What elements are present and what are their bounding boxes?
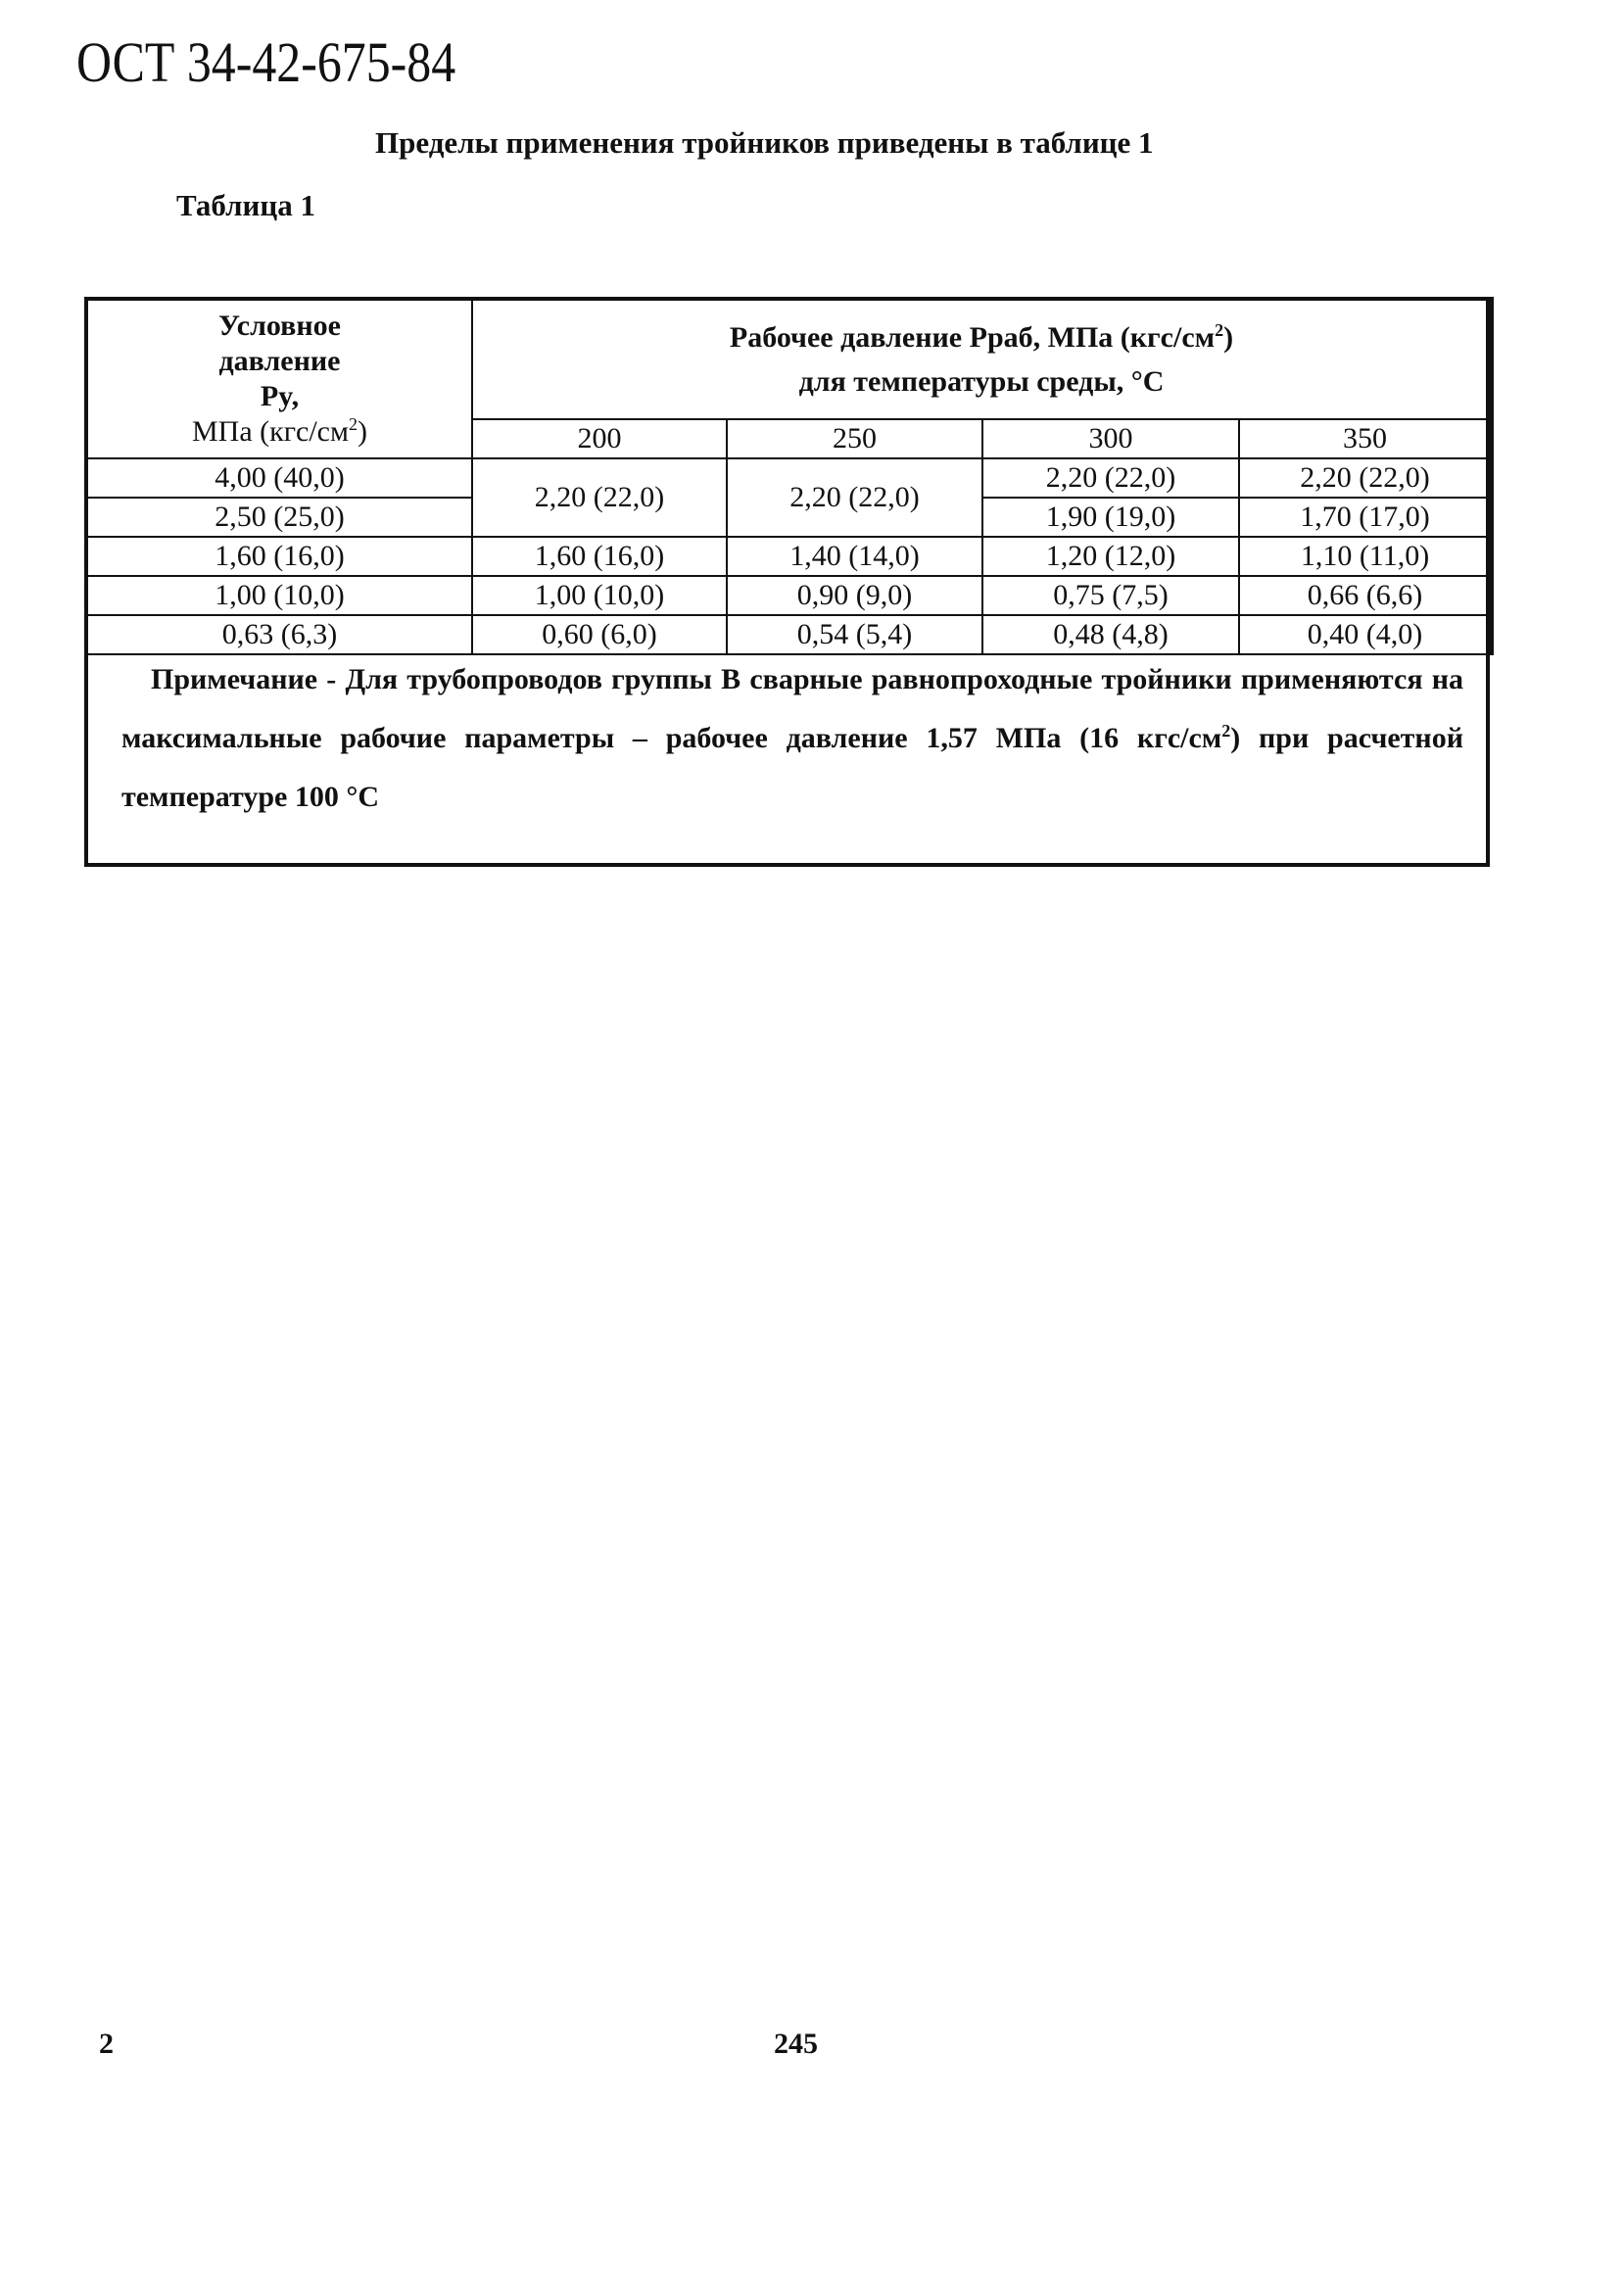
temp-200: 200 xyxy=(472,419,727,458)
cell-t200: 1,00 (10,0) xyxy=(472,576,727,615)
cell-t200: 0,60 (6,0) xyxy=(472,615,727,654)
cell-t250: 1,40 (14,0) xyxy=(727,537,982,576)
cell-t350: 1,10 (11,0) xyxy=(1239,537,1492,576)
cell-t200: 1,60 (16,0) xyxy=(472,537,727,576)
header-nominal-pressure: Условное давление Py, МПа $(кгс/см^2)$ xyxy=(86,299,472,458)
cell-t200: 2,20 (22,0) xyxy=(472,458,727,537)
cell-t300: 2,20 (22,0) xyxy=(982,458,1239,498)
cell-py: 0,63 (6,3) xyxy=(86,615,472,654)
table-caption: Таблица 1 xyxy=(176,188,315,222)
temp-350: 350 xyxy=(1239,419,1492,458)
cell-t250: 2,20 (22,0) xyxy=(727,458,982,537)
document-code: ОСТ 34-42-675-84 xyxy=(76,30,456,94)
cell-t300: 1,90 (19,0) xyxy=(982,498,1239,537)
cell-t300: 0,48 (4,8) xyxy=(982,615,1239,654)
page-number-left: 2 xyxy=(99,2028,114,2060)
cell-t250: 0,90 (9,0) xyxy=(727,576,982,615)
cell-t300: 1,20 (12,0) xyxy=(982,537,1239,576)
cell-py: 1,00 (10,0) xyxy=(86,576,472,615)
cell-t350: 2,20 (22,0) xyxy=(1239,458,1492,498)
cell-t350: 0,40 (4,0) xyxy=(1239,615,1492,654)
cell-t300: 0,75 (7,5) xyxy=(982,576,1239,615)
cell-py: 1,60 (16,0) xyxy=(86,537,472,576)
cell-t350: 0,66 (6,6) xyxy=(1239,576,1492,615)
cell-t250: 0,54 (5,4) xyxy=(727,615,982,654)
cell-t350: 1,70 (17,0) xyxy=(1239,498,1492,537)
temp-250: 250 xyxy=(727,419,982,458)
page-number-center: 245 xyxy=(774,2028,818,2060)
header-working-pressure: Рабочее давление Рраб, МПа $(кгс/см^2)$ для температуры среды, °С xyxy=(472,299,1492,419)
intro-text: Пределы применения тройников приведены в таблице 1 xyxy=(375,125,1154,160)
table-note: Примечание - Для трубопроводов группы В сварные равнопроходные тройники применяются на максимальные рабочие параметры – рабочее давление 1,57 МПа (16 кгс/$см^2$) при расчетной температуре 100 °С xyxy=(121,663,1463,813)
temp-300: 300 xyxy=(982,419,1239,458)
cell-py: 4,00 (40,0) xyxy=(86,458,472,498)
cell-py: 2,50 (25,0) xyxy=(86,498,472,537)
